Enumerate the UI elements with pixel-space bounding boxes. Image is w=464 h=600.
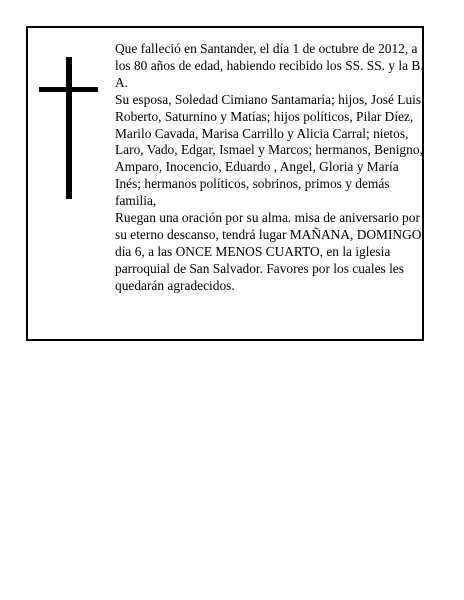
- mass-details-paragraph: Ruegan una oración por su alma. misa de aniversario por su eterno descanso, tendrá lugar MAÑANA, DOMINGO, día 6, a las ONCE MENOS CUARTO, en la iglesia parroquial de San Salvador. Favores por los cuales les quedarán agradecidos.: [115, 210, 425, 293]
- family-list-paragraph: Su esposa, Soledad Cimiano Santamaría; hijos, José Luis, Roberto, Saturnino y Matías; hijos políticos, Pilar Díez, Marilo Cavada, Marisa Carrillo y Alicia Carral; nietos, Laro, Vado, Edgar, Ismael y Marcos; hermanos, Benigno, Amparo, Inocencio, Eduardo , Angel, Gloria y María Inés; hermanos políticos, sobrinos, primos y demás familia,: [115, 91, 425, 209]
- death-announcement-paragraph: Que falleció en Santander, el día 1 de octubre de 2012, a los 80 años de edad, habiendo recibido los SS. SS. y la B. A.: [115, 41, 424, 90]
- obituary-notice: [26, 26, 424, 341]
- notice-text: [115, 41, 425, 295]
- cross-horizontal-bar: [39, 87, 98, 92]
- cross-vertical-bar: [66, 57, 72, 199]
- latin-cross-icon: [39, 57, 98, 199]
